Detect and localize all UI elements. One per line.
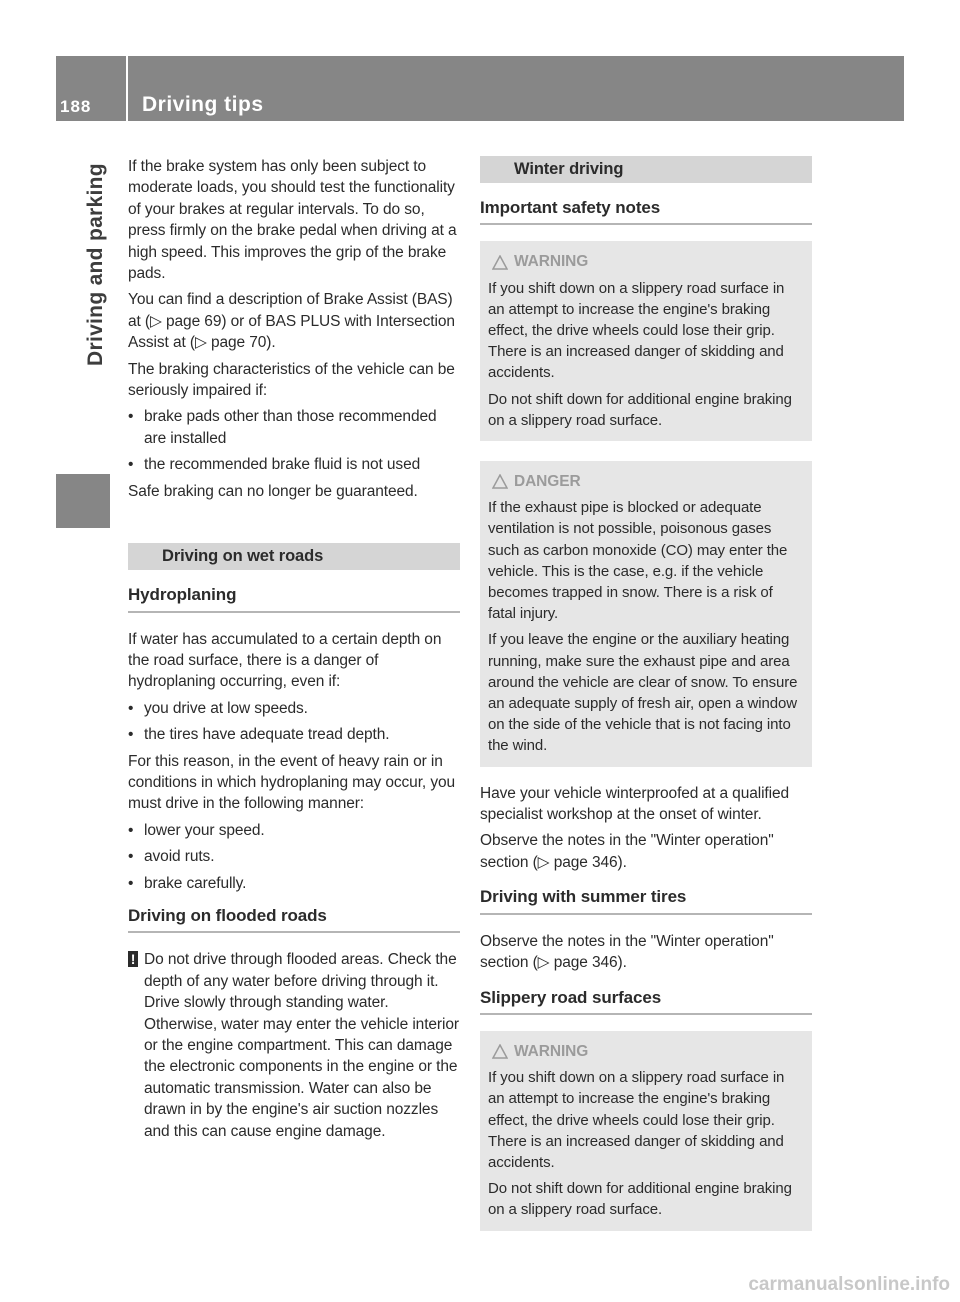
heading-summer-tires: Driving with summer tires — [480, 886, 812, 914]
warning-text: Do not shift down for additional engine braking on a slippery road surface. — [488, 390, 792, 429]
right-column — [480, 156, 812, 1247]
observe-paragraph: Observe the notes in the "Winter operation" section (▷ page 346). — [480, 832, 774, 871]
flood-note-text: Do not drive through flooded areas. Check the depth of any water before driving through it. Drive slowly through standing water. Otherwise, water may enter the vehicle interior or the engine compartment. This can damage the electronic components in the engine or the automatic transmission. Water can also be drawn in by the engine's air suction nozzles and this can cause engine damage. — [144, 951, 459, 1140]
observe-paragraph: Observe the notes in the "Winter operation" section (▷ page 346). — [480, 932, 774, 972]
warning-label: WARNING — [514, 253, 589, 271]
bullet-icon — [128, 406, 144, 449]
warning-box — [480, 1031, 812, 1231]
warning-text: If you shift down on a slippery road surface in an attempt to increase the engine's braking effect, the drive wheels could lose their grip. There is an increased danger of skidding and accidents. — [488, 1069, 785, 1171]
page-number-block — [56, 56, 126, 121]
page-title: Driving tips — [142, 93, 264, 116]
list-item: • lower your speed. — [128, 820, 460, 841]
bullet-icon — [128, 454, 144, 475]
list-item: • the recommended brake fluid is not used — [128, 454, 460, 475]
heading-safety-notes: Important safety notes — [480, 197, 812, 225]
list-item: • brake carefully. — [128, 873, 460, 894]
braking-impaired-paragraph: The braking characteristics of the vehicle can be seriously impaired if: — [128, 360, 455, 400]
warning-text: If you shift down on a slippery road surface in an attempt to increase the engine's braking effect, the drive wheels could lose their grip. There is an increased danger of skidding and accidents. — [488, 279, 785, 382]
bullet-icon — [128, 724, 144, 745]
list-item: • the tires have adequate tread depth. — [128, 724, 460, 745]
safe-braking-paragraph: Safe braking can no longer be guaranteed. — [128, 482, 418, 500]
left-column — [128, 156, 460, 1142]
flood-note — [128, 949, 460, 1142]
winterproof-paragraph: Have your vehicle winterproofed at a qualified specialist workshop at the onset of winter. — [480, 784, 790, 824]
exclamation-icon: ! — [128, 951, 138, 967]
bullet-icon — [128, 820, 144, 841]
list-item: • brake pads other than those recommended are installed — [128, 406, 460, 449]
reason-paragraph: For this reason, in the event of heavy rain or in conditions in which hydroplaning may occur, you must drive in the following manner: — [128, 752, 456, 813]
section-banner-winter-driving: Winter driving — [480, 156, 812, 183]
warning-text: Do not shift down for additional engine braking on a slippery road surface. — [488, 1180, 792, 1219]
watermark: carmanualsonline.info — [748, 1274, 950, 1295]
brake-test-paragraph: If the brake system has only been subject to moderate loads, you should test the functionality of your brakes at regular intervals. To do so, press firmly on the brake pedal when driving at a high speed. This improves the grip of the brake pads. — [128, 158, 457, 283]
page-number: 188 — [60, 97, 92, 116]
warning-triangle-icon — [492, 255, 508, 270]
side-section-label: Driving and parking — [84, 163, 107, 366]
warning-triangle-icon — [492, 1044, 508, 1059]
hydroplaning-paragraph: If water has accumulated to a certain depth on the road surface, there is a danger of hydroplaning occurring, even if: — [128, 630, 442, 691]
warning-label: WARNING — [514, 1042, 589, 1060]
heading-slippery-roads: Slippery road surfaces — [480, 987, 812, 1015]
heading-hydroplaning: Hydroplaning — [128, 584, 460, 612]
danger-text: If the exhaust pipe is blocked or adequate ventilation is not possible, poisonous gases such as carbon monoxide (CO) may enter the vehicle. This is the case, e.g. if the vehicle becomes trapped in snow. There is a risk of fatal injury. — [488, 499, 788, 623]
danger-label: DANGER — [514, 473, 581, 491]
danger-box — [480, 461, 812, 767]
list-item: • avoid ruts. — [128, 846, 460, 867]
heading-flooded-roads: Driving on flooded roads — [128, 905, 460, 933]
warning-triangle-icon — [492, 474, 508, 489]
header-bar — [128, 56, 904, 121]
list-item: • you drive at low speeds. — [128, 698, 460, 719]
warning-box — [480, 241, 812, 441]
side-tab-marker — [56, 474, 110, 528]
bullet-icon — [128, 698, 144, 719]
bullet-icon — [128, 846, 144, 867]
danger-text: If you leave the engine or the auxiliary heating running, make sure the exhaust pipe and area around the vehicle are clear of snow. To ensure an adequate supply of fresh air, open a window on the side of the vehicle that is not facing into the wind. — [488, 631, 798, 755]
bullet-icon — [128, 873, 144, 894]
bas-paragraph: You can find a description of Brake Assist (BAS) at (▷ page 69) or of BAS PLUS with Intersection Assist at (▷ page 70). — [128, 291, 455, 352]
section-banner-wet-roads: Driving on wet roads — [128, 543, 460, 570]
